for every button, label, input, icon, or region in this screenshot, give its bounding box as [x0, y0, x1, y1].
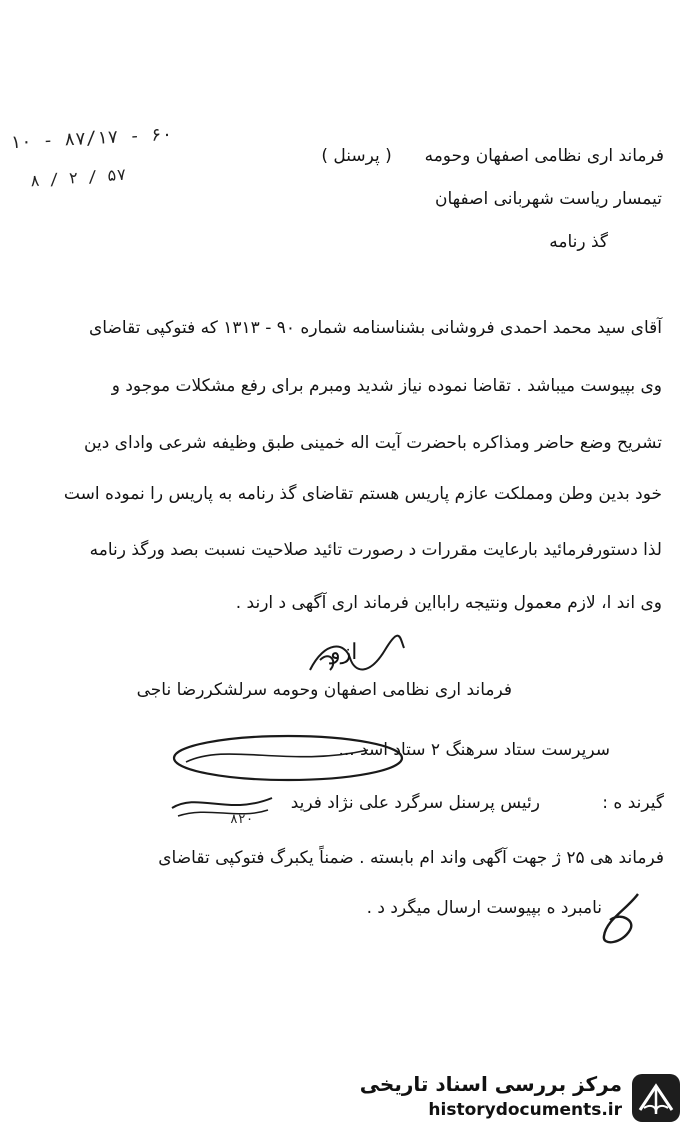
recipient-line [321, 146, 664, 166]
recipient-signature-scribble [168, 786, 278, 826]
copy-line-2: نامبرد ه بپیوست ارسال میگرد د . [366, 898, 602, 918]
initials-note: ۸۲۰ [230, 812, 254, 827]
recipients-label: گیرند ه : [602, 793, 664, 813]
department-label: ( پرسنل ) [321, 146, 392, 166]
watermark-org-name: مرکز بررسی اسناد تاریخی [359, 1072, 622, 1096]
watermark-url: historydocuments.ir [428, 1100, 622, 1120]
reference-date: ۸ / ۲ / ۵۷ [29, 164, 127, 191]
copy-line: فرماند هی ۲۵ ژ جهت آگهی واند ام بابسته . ضمناً یکبرگ فتوکپی تقاضای [158, 848, 664, 868]
via-line: تیمسار ریاست شهربانی اصفهان [434, 189, 662, 209]
signer-line: فرماند اری نظامی اصفهان وحومه سرلشکررضا ناجی [136, 680, 512, 700]
subject-line: گذ رنامه [549, 232, 608, 252]
oval-signature [168, 728, 408, 788]
staff-line: سرپرست ستاد سرهنگ ۲ ستاد اسد ... [338, 740, 610, 760]
body-line-4: خود بدین وطن ومملکت عازم پاریس هستم تقاضای گذ رنامه به پاریس را نموده است [63, 484, 662, 504]
recipient-to: فرماند اری نظامی اصفهان وحومه [424, 146, 664, 166]
handwritten-mark [596, 890, 656, 950]
body-line-6: وی اند ا، لازم معمول ونتیجه رابااین فرماند اری آگهی د ارند . [235, 593, 662, 613]
reference-number: ۱۰ - ۸۷/۱۷ - ۶۰ [9, 123, 174, 154]
body-line-5: لذا دستورفرمائید بارعایت مقررات د رصورت تائید صلاحیت نسبت بصد ورگذ رنامه [89, 540, 662, 560]
body-line-2: وی بپیوست میباشد . تقاضا نموده نیاز شدید ومبرم برای رفع مشکلات موجود و [111, 376, 662, 396]
body-line-1: آقای سید محمد احمدی فروشانی بشناسنامه شماره ۹۰ - ۱۳۱۳ که فتوکپی تقاضای [88, 318, 662, 338]
book-logo-icon [628, 1068, 684, 1126]
recipient-person: رئیس پرسنل سرگرد علی نژاد فرید [290, 793, 540, 813]
body-line-3: تشریح وضع حاضر ومذاکره باحضرت آیت اله خمینی طبق وظیفه شرعی وادای دین [84, 433, 662, 453]
handwritten-initial: ازو [330, 640, 358, 665]
